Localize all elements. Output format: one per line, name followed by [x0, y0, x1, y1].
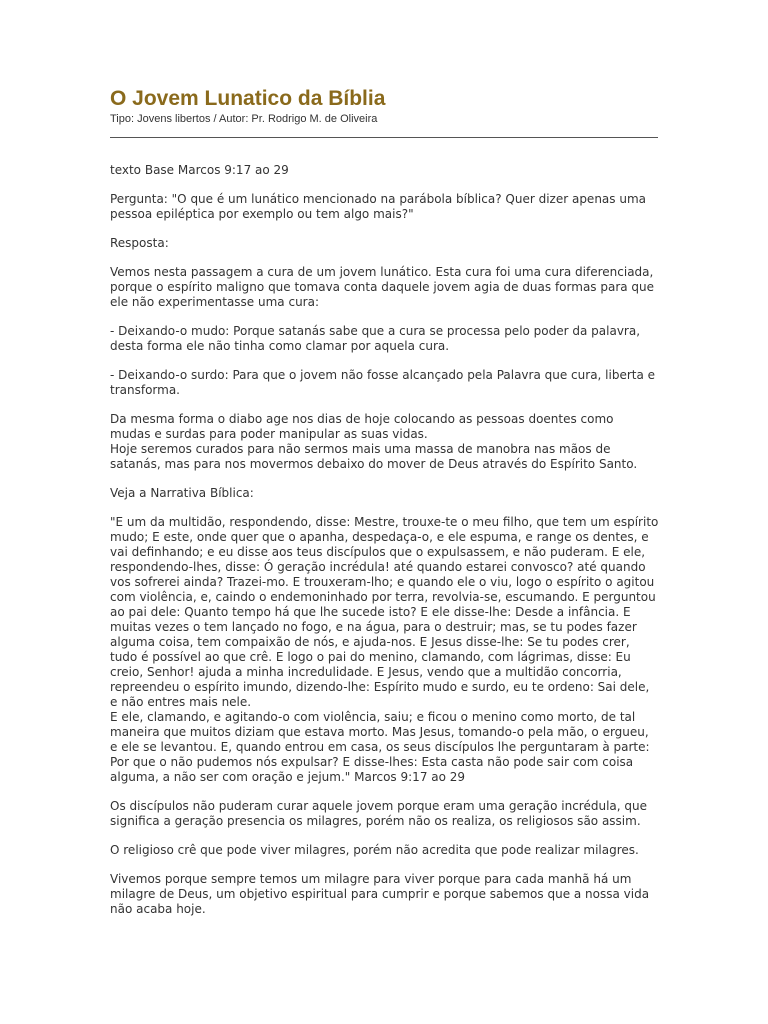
body-paragraph [110, 324, 658, 354]
paragraph-line: repreendeu o espírito imundo, dizendo-lhe: Espírito mudo e surdo, eu te ordeno: Sai dele, [110, 680, 650, 694]
article-title: O Jovem Lunatico da Bíblia [110, 87, 386, 110]
paragraph-line: "E um da multidão, respondendo, disse: Mestre, trouxe-te o meu filho, que tem um espírito [110, 515, 659, 529]
paragraph-line: alguma coisa, tem compaixão de nós, e ajuda-nos. E Jesus disse-lhe: Se tu podes crer, [110, 635, 630, 649]
paragraph-line: e não entres mais nele. [110, 695, 252, 709]
paragraph-line: Hoje seremos curados para não sermos mais uma massa de manobra nas mãos de [110, 442, 611, 456]
article [110, 86, 658, 931]
paragraph-line: O religioso crê que pode viver milagres, porém não acredita que pode realizar milagres. [110, 843, 639, 857]
paragraph-line: Da mesma forma o diabo age nos dias de hoje colocando as pessoas doentes como [110, 412, 614, 426]
paragraph-line: Vivemos porque sempre temos um milagre para viver porque para cada manhã há um [110, 872, 632, 886]
paragraph-line: texto Base Marcos 9:17 ao 29 [110, 163, 289, 177]
paragraph-line: mudas e surdas para poder manipular as suas vidas. [110, 427, 428, 441]
paragraph-line: porque o espírito maligno que tomava conta daquele jovem agia de duas formas para que [110, 280, 655, 294]
paragraph-line: transforma. [110, 383, 180, 397]
body-paragraph [110, 192, 658, 222]
paragraph-line: pessoa epiléptica por exemplo ou tem algo mais?" [110, 207, 414, 221]
paragraph-line: desta forma ele não tinha como clamar por aquela cura. [110, 339, 450, 353]
paragraph-line: significa a geração presencia os milagres, porém não os realiza, os religiosos são assim. [110, 814, 641, 828]
paragraph-line: creio, Senhor! ajuda a minha incredulidade. E Jesus, vendo que a multidão concorria, [110, 665, 622, 679]
paragraph-line: milagre de Deus, um objetivo espiritual para cumprir e porque sabemos que a nossa vida [110, 887, 650, 901]
paragraph-line: Por que o não pudemos nós expulsar? E disse-lhes: Esta casta não pode sair com coisa [110, 755, 634, 769]
paragraph-line: ao pai dele: Quanto tempo há que lhe sucede isto? E ele disse-lhe: Desde a infância. E [110, 605, 631, 619]
paragraph-line: vos sofrerei ainda? Trazei-mo. E trouxeram-lho; e quando ele o viu, logo o espírito o agitou [110, 575, 655, 589]
body-paragraph [110, 163, 658, 178]
paragraph-line: - Deixando-o mudo: Porque satanás sabe que a cura se processa pelo poder da palavra, [110, 324, 641, 338]
paragraph-line: muitas vezes o tem lançado no fogo, e na água, para o destruir; mas, se tu podes fazer [110, 620, 637, 634]
paragraph-line: vai definhando; e eu disse aos teus discípulos que o expulsassem, e não puderam. E ele, [110, 545, 646, 559]
body-paragraph [110, 872, 658, 917]
paragraph-line: mudo; E este, onde quer que o apanha, despedaça-o, e ele espuma, e range os dentes, e [110, 530, 649, 544]
paragraph-line: tudo é possível ao que crê. E logo o pai do menino, clamando, com lágrimas, disse: Eu [110, 650, 631, 664]
body-paragraph [110, 236, 658, 251]
body-paragraph [110, 843, 658, 858]
paragraph-line: Os discípulos não puderam curar aquele jovem porque eram uma geração incrédula, que [110, 799, 647, 813]
body-paragraph [110, 515, 658, 785]
paragraph-line: Veja a Narrativa Bíblica: [110, 486, 254, 500]
body-paragraph [110, 412, 658, 472]
paragraph-line: Pergunta: "O que é um lunático mencionado na parábola bíblica? Quer dizer apenas uma [110, 192, 646, 206]
article-meta: Tipo: Jovens libertos / Autor: Pr. Rodrigo M. de Oliveira [110, 113, 378, 125]
paragraph-line: Resposta: [110, 236, 169, 250]
paragraph-line: - Deixando-o surdo: Para que o jovem não fosse alcançado pela Palavra que cura, liberta e [110, 368, 656, 382]
paragraph-line: satanás, mas para nos movermos debaixo do mover de Deus através do Espírito Santo. [110, 457, 638, 471]
article-body [110, 163, 658, 917]
body-paragraph [110, 799, 658, 829]
paragraph-line: com violência, e, caindo o endemoninhado por terra, revolvia-se, escumando. E perguntou [110, 590, 656, 604]
paragraph-line: respondendo-lhes, disse: Ó geração incrédula! até quando estarei convosco? até quando [110, 560, 646, 574]
paragraph-line: E ele, clamando, e agitando-o com violência, saiu; e ficou o menino como morto, de tal [110, 710, 636, 724]
body-paragraph [110, 486, 658, 501]
paragraph-line: e ele se levantou. E, quando entrou em casa, os seus discípulos lhe perguntaram à parte: [110, 740, 650, 754]
paragraph-line: não acaba hoje. [110, 902, 206, 916]
paragraph-line: Vemos nesta passagem a cura de um jovem lunático. Esta cura foi uma cura diferenciada, [110, 265, 654, 279]
body-paragraph [110, 265, 658, 310]
paragraph-line: alguma, a não ser com oração e jejum." Marcos 9:17 ao 29 [110, 770, 466, 784]
title-divider [110, 137, 658, 138]
paragraph-line: maneira que muitos diziam que estava morto. Mas Jesus, tomando-o pela mão, o ergueu, [110, 725, 649, 739]
paragraph-line: ele não experimentasse uma cura: [110, 295, 320, 309]
body-paragraph [110, 368, 658, 398]
